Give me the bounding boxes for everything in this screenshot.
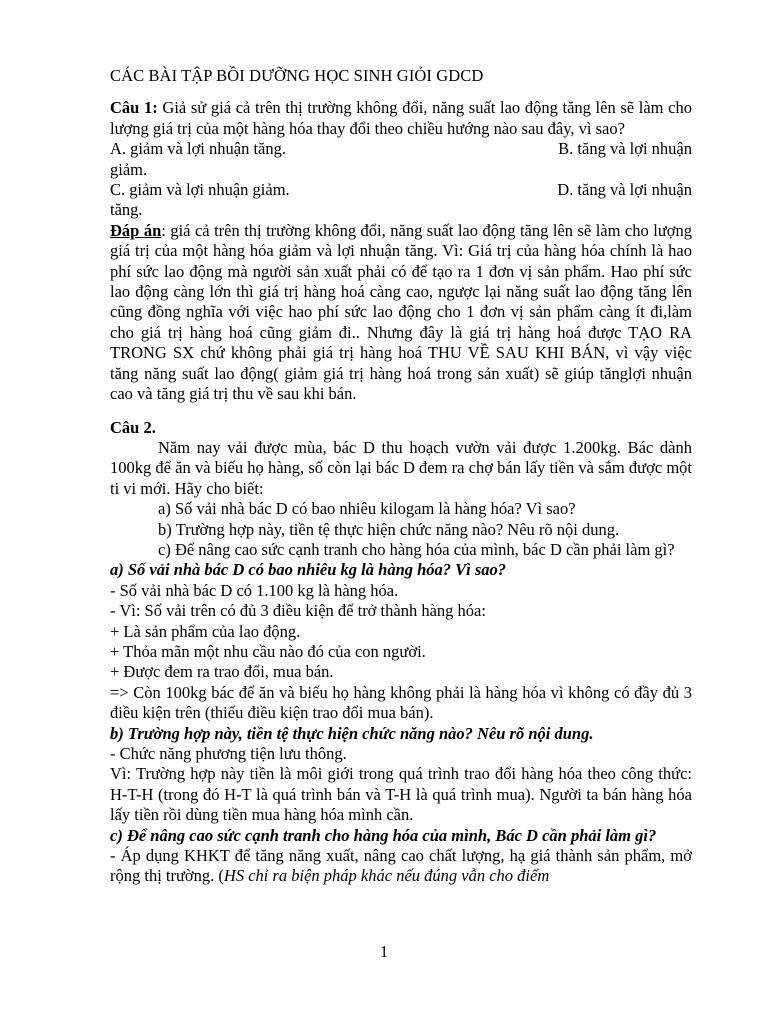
- question-1: [110, 98, 692, 139]
- question-2-sub-b: b) Trường hợp này, tiền tệ thực hiện chức năng nào? Nêu rõ nội dung.: [158, 519, 620, 539]
- answer-a-line: - Số vải nhà bác D có 1.100 kg là hàng hóa.: [110, 580, 399, 600]
- answer-a-line: + Thỏa mãn một nhu cầu nào đó của con người.: [110, 641, 426, 661]
- page-number: 1: [379, 942, 389, 961]
- answer-a-line: + Là sản phẩm của lao động.: [110, 621, 301, 641]
- answer-b-heading: b) Trường hợp này, tiền tệ thực hiện chức năng nào? Nêu rõ nội dung.: [110, 723, 594, 743]
- question-1-text: Giả sử giá cả trên thị trường không đổi, năng suất lao động tăng lên sẽ làm cho lượng giá trị của một hàng hóa thay đổi theo chiều hướng nào sau đây, vì sao?: [110, 98, 692, 138]
- answer-c-text: [110, 846, 692, 887]
- answer-c-main: - Áp dụng KHKT để tăng năng xuất, nâng cao chất lượng, hạ giá thành sản phẩm, mở rộng thị trường. (: [110, 846, 692, 886]
- question-2-sub-a: a) Số vải nhà bác D có bao nhiêu kilogam là hàng hóa? Vì sao?: [158, 499, 576, 519]
- answer-a-line: - Vì: Số vải trên có đủ 3 điều kiện để trở thành hàng hóa:: [110, 601, 486, 621]
- spacer: [110, 405, 692, 418]
- document-title: CÁC BÀI TẬP BỒI DƯỠNG HỌC SINH GIỎI GDCD: [110, 66, 484, 85]
- answer-a-heading: a) Số vải nhà bác D có bao nhiêu kg là hàng hóa? Vì sao?: [110, 560, 507, 580]
- answer-a-line: => Còn 100kg bác để ăn và biếu họ hàng không phải là hàng hóa vì không có đầy đủ 3 điều kiện trên (thiếu điều kiện trao đổi mua bán).: [110, 682, 692, 723]
- question-2-label: Câu 2.: [110, 417, 156, 437]
- answer-a-line: + Được đem ra trao đổi, mua bán.: [110, 662, 334, 682]
- option-d-continued: tăng.: [110, 200, 143, 220]
- answer-b-line: Vì: Trường hợp này tiền là môi giới trong quá trình trao đổi hàng hóa theo công thức: H-T-H (trong đó H-T là quá trình bán và T-H là quá trình mua). Người ta bán hàng hóa lấy tiền rồi dùng tiền mua hàng hóa mình cần.: [110, 764, 692, 825]
- options-row-cd: [110, 180, 692, 200]
- options-row-ab: [110, 139, 692, 159]
- document-body: [110, 66, 692, 887]
- answer-c-heading: c) Để nâng cao sức cạnh tranh cho hàng hóa của mình, Bác D cần phải làm gì?: [110, 825, 657, 845]
- question-2-intro: Năm nay vải được mùa, bác D thu hoạch vườn vải được 1.200kg. Bác dành 100kg để ăn và biếu họ hàng, số còn lại bác D đem ra chợ bán lấy tiền và sắm được một ti vi mới. Hãy cho biết:: [110, 437, 692, 498]
- option-d: D. tăng và lợi nhuận: [557, 180, 692, 200]
- answer-label: Đáp án: [110, 220, 162, 240]
- answer-1: [110, 221, 692, 405]
- option-b: B. tăng và lợi nhuận: [558, 139, 692, 159]
- option-b-continued: giảm.: [110, 159, 148, 179]
- answer-c-note: HS chỉ ra biện pháp khác nếu đúng vẫn cho điểm: [223, 866, 550, 886]
- answer-1-text: : giá cả trên thị trường không đổi, năng suất lao động tăng lên sẽ làm cho lượng giá trị của một hàng hóa giảm và lợi nhuận tăng. Vì: Giá trị của hàng hóa chính là hao phí sức lao động mà người sản xuất phải có để tạo ra 1 đơn vị sản phẩm. Hao phí sức lao động càng lớn thì giá trị hàng hoá càng cao, ngược lại năng suất lao động tăng lên cũng đồng nghĩa với việc hao phí sức lao động cho 1 đơn vị sản phẩm càng ít đi,làm cho giá trị hàng hoá cũng giảm đi.. Nhưng đây là giá trị hàng hoá được TẠO RA TRONG SX chứ không phải giá trị hàng hoá THU VỀ SAU KHI BÁN, vì vậy việc tăng năng suất lao động( giảm giá trị hàng hoá trong sản xuất) sẽ giúp tănglợi nhuận cao và tăng giá trị thu về sau khi bán.: [110, 220, 692, 404]
- answer-b-line: - Chức năng phương tiện lưu thông.: [110, 744, 347, 763]
- question-1-label: Câu 1:: [110, 98, 158, 118]
- question-2-sub-c: c) Để nâng cao sức cạnh tranh cho hàng hóa của mình, bác D cần phải làm gì?: [158, 539, 675, 559]
- option-a: A. giảm và lợi nhuận tăng.: [110, 139, 286, 159]
- option-c: C. giảm và lợi nhuận giảm.: [110, 180, 290, 200]
